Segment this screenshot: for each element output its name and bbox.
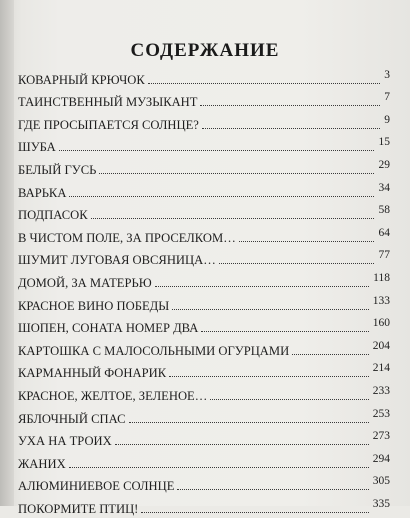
toc-entry [18,495,390,518]
dot-leader [155,286,369,287]
toc-entry-page: 77 [378,249,390,262]
toc-entry-page: 118 [373,271,390,284]
toc-entry-page: 3 [384,68,390,81]
toc-entry-title: ШОПЕН, СОНАТА НОМЕР ДВА [18,321,199,336]
table-of-contents [18,66,390,518]
toc-entry [18,66,390,89]
dot-leader [115,444,369,445]
dot-leader [69,196,374,197]
toc-entry-page: 294 [372,452,390,465]
toc-entry [18,382,390,405]
toc-entry [18,315,390,338]
toc-entry-page: 64 [378,226,390,239]
toc-entry [18,89,390,112]
toc-entry-title: ЖАНИХ [18,456,66,471]
toc-entry-title: ВАРЬКА [18,185,67,200]
toc-entry-page: 29 [378,158,390,171]
toc-entry-title: В ЧИСТОМ ПОЛЕ, ЗА ПРОСЕЛКОМ… [18,230,236,245]
toc-entry-title: БЕЛЫЙ ГУСЬ [18,162,97,177]
toc-entry-page: 305 [372,475,390,488]
toc-entry-title: ШУМИТ ЛУГОВАЯ ОВСЯНИЦА… [18,253,216,268]
toc-entry [18,247,390,270]
toc-entry [18,224,390,247]
toc-entry-title: ДОМОЙ, ЗА МАТЕРЬЮ [18,275,152,290]
dot-leader [69,467,369,468]
toc-entry-page: 204 [372,339,390,352]
toc-entry-title: ПОДПАСОК [18,208,88,223]
toc-entry-title: ТАИНСТВЕННЫЙ МУЗЫКАНТ [18,95,198,110]
toc-entry-page: 214 [372,362,390,375]
toc-entry-page: 7 [384,91,390,104]
toc-entry-page: 34 [378,181,390,194]
toc-entry-page: 273 [372,430,390,443]
toc-entry [18,405,390,428]
toc-entry [18,202,390,225]
dot-leader [202,128,380,129]
dot-leader [239,241,374,242]
toc-entry [18,473,390,496]
toc-entry [18,292,390,315]
toc-entry [18,450,390,473]
dot-leader [91,218,374,219]
toc-entry-title: ГДЕ ПРОСЫПАЕТСЯ СОЛНЦЕ? [18,117,199,132]
dot-leader [177,489,369,490]
toc-entry-page: 15 [378,136,390,149]
dot-leader [201,331,369,332]
toc-entry-page: 9 [384,113,390,126]
dot-leader [292,354,369,355]
dot-leader [141,512,369,513]
toc-entry-title: КАРМАННЫЙ ФОНАРИК [18,366,167,381]
page-title: СОДЕРЖАНИЕ [130,40,280,61]
dot-leader [148,83,380,84]
dot-leader [59,150,374,151]
toc-entry-title: КРАСНОЕ, ЖЕЛТОЕ, ЗЕЛЕНОЕ… [18,388,208,403]
toc-entry [18,179,390,202]
toc-entry-page: 253 [372,407,390,420]
toc-entry-title: УХА НА ТРОИХ [18,434,112,449]
toc-entry-page: 133 [372,294,390,307]
toc-entry-page: 335 [372,497,390,510]
toc-entry-title: ПОКОРМИТЕ ПТИЦ! [18,501,139,516]
toc-entry [18,111,390,134]
toc-entry-page: 160 [372,317,390,330]
toc-entry-title: КАРТОШКА С МАЛОСОЛЬНЫМИ ОГУРЦАМИ [18,343,290,358]
toc-entry [18,360,390,383]
toc-entry-title: КОВАРНЫЙ КРЮЧОК [18,72,145,87]
toc-entry [18,337,390,360]
dot-leader [99,173,374,174]
toc-entry-title: ШУБА [18,140,56,155]
toc-entry [18,134,390,157]
dot-leader [129,422,369,423]
dot-leader [169,376,369,377]
toc-entry-title: КРАСНОЕ ВИНО ПОБЕДЫ [18,298,170,313]
dot-leader [219,263,374,264]
toc-entry-page: 233 [372,384,390,397]
dot-leader [210,399,369,400]
toc-entry-title: АЛЮМИНИЕВОЕ СОЛНЦЕ [18,479,175,494]
dot-leader [200,105,380,106]
toc-entry-title: ЯБЛОЧНЫЙ СПАС [18,411,126,426]
toc-entry [18,269,390,292]
dot-leader [172,309,369,310]
toc-entry [18,156,390,179]
toc-entry-page: 58 [378,204,390,217]
book-spine-shadow [0,0,14,506]
toc-entry [18,428,390,451]
